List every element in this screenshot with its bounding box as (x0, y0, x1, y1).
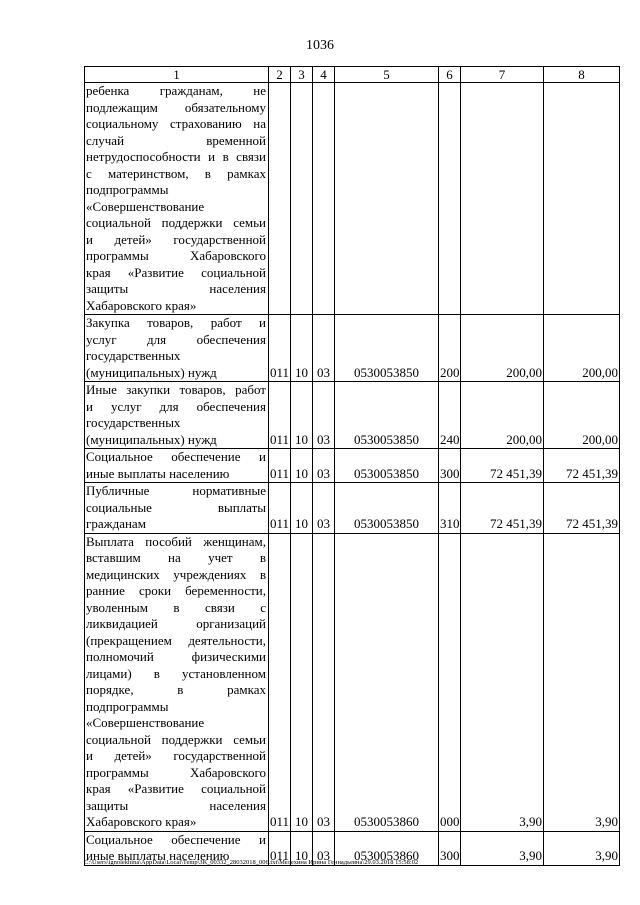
row-name-cell (85, 382, 269, 449)
target-article-cell: 0530053860 (335, 831, 439, 865)
subsection-code-cell: 03 (313, 449, 335, 483)
row-name-line: государственных (86, 348, 181, 363)
row-name-line: защиты населения (86, 797, 266, 813)
subsection-code-cell: 03 (313, 382, 335, 449)
row-name-line: Социальное обеспечение и (86, 449, 266, 464)
row-name-line: ребенка гражданам, не (86, 83, 266, 98)
row-name-line: иные выплаты населению (86, 848, 230, 863)
column-header: 1 (85, 67, 269, 83)
row-name-line: социальному страхованию на (86, 116, 266, 131)
expense-type-cell (439, 83, 461, 315)
expense-type-cell: 300 (439, 449, 461, 483)
amount-col8-cell: 72 451,39 (544, 483, 620, 534)
row-name-cell (85, 315, 269, 382)
row-name-line: вставшим на учет в (86, 550, 266, 565)
table-row (85, 483, 620, 534)
amount-col7-cell: 72 451,39 (461, 483, 544, 534)
column-header: 3 (291, 67, 313, 83)
ministry-code-cell (269, 83, 291, 315)
row-name-line: Хабаровского края» (86, 814, 197, 829)
row-name-cell (85, 483, 269, 534)
row-name-line: порядке, в рамках (86, 682, 266, 697)
section-code-cell: 10 (291, 483, 313, 534)
file-path-footer: C:\Users\ignolekhina\AppData\Local\Temp\ЗК_00332_28032018_006.txt\Мелехина Ирина Геннадьевна\29.03.2018 15:58:02 (84, 859, 419, 866)
table-row (85, 315, 620, 382)
expense-type-cell: 000 (439, 533, 461, 831)
row-name-line: Публичные нормативные (86, 483, 266, 498)
target-article-cell: 0530053850 (335, 483, 439, 534)
ministry-code-cell: 011 (269, 533, 291, 831)
ministry-code-cell: 011 (269, 831, 291, 865)
target-article-cell: 0530053860 (335, 533, 439, 831)
amount-col8-cell: 3,90 (544, 533, 620, 831)
amount-col7-cell: 72 451,39 (461, 449, 544, 483)
subsection-code-cell: 03 (313, 831, 335, 865)
table-row (85, 83, 620, 315)
expense-type-cell: 200 (439, 315, 461, 382)
row-name-line: медицинских учреждениях в (86, 566, 266, 582)
section-code-cell (291, 83, 313, 315)
target-article-cell: 0530053850 (335, 382, 439, 449)
section-code-cell: 10 (291, 315, 313, 382)
row-name-line: защиты населения (86, 281, 266, 296)
section-code-cell: 10 (291, 533, 313, 831)
row-name-line: социальной поддержки семьи (86, 215, 266, 230)
row-name-line: полномочий физическими (86, 649, 266, 664)
row-name-cell (85, 83, 269, 315)
row-name-line: (муниципальных) нужд (86, 431, 217, 447)
row-name-line: края «Развитие социальной (86, 781, 266, 796)
target-article-cell: 0530053850 (335, 449, 439, 483)
row-name-line: Социальное обеспечение и (86, 831, 266, 847)
row-name-line: социальной поддержки семьи (86, 731, 266, 747)
amount-col8-cell: 200,00 (544, 315, 620, 382)
ministry-code-cell: 011 (269, 382, 291, 449)
row-name-line: и услуг для обеспечения (86, 398, 266, 414)
row-name-line: программы Хабаровского (86, 764, 266, 780)
budget-table (84, 66, 620, 866)
row-name-line: подлежащим обязательному (86, 99, 266, 115)
section-code-cell: 10 (291, 449, 313, 483)
ministry-code-cell: 011 (269, 315, 291, 382)
ministry-code-cell: 011 (269, 483, 291, 534)
amount-col8-cell: 72 451,39 (544, 449, 620, 483)
row-name-line: Хабаровского края» (86, 297, 197, 313)
row-name-line: края «Развитие социальной (86, 264, 266, 280)
amount-col7-cell: 3,90 (461, 533, 544, 831)
row-name-line: Закупка товаров, работ и (86, 315, 266, 330)
section-code-cell: 10 (291, 382, 313, 449)
subsection-code-cell: 03 (313, 315, 335, 382)
row-name-line: с материнством, в рамках (86, 165, 266, 181)
row-name-line: подпрограммы (86, 698, 169, 714)
row-name-line: Иные закупки товаров, работ (86, 382, 266, 397)
row-name-line: социальные выплаты (86, 499, 266, 515)
row-name-line: лицами) в установленном (86, 665, 266, 681)
row-name-line: и детей» государственной (86, 748, 266, 763)
row-name-cell (85, 533, 269, 831)
column-header: 7 (461, 67, 544, 83)
row-name-line: «Совершенствование (86, 198, 205, 214)
subsection-code-cell: 03 (313, 533, 335, 831)
row-name-line: программы Хабаровского (86, 248, 266, 263)
amount-col7-cell: 200,00 (461, 315, 544, 382)
table-row (85, 449, 620, 483)
row-name-cell (85, 449, 269, 483)
table-row (85, 533, 620, 831)
row-name-line: ликвидацией организаций (86, 616, 266, 631)
target-article-cell (335, 83, 439, 315)
row-name-line: государственных (86, 415, 181, 430)
ministry-code-cell: 011 (269, 449, 291, 483)
column-header: 4 (313, 67, 335, 83)
row-name-line: гражданам (86, 516, 146, 531)
amount-col7-cell: 200,00 (461, 382, 544, 449)
column-header: 5 (335, 67, 439, 83)
row-name-line: нетрудоспособности и в связи (86, 149, 266, 164)
row-name-line: ранние сроки беременности, (86, 583, 266, 598)
amount-col8-cell: 200,00 (544, 382, 620, 449)
page-number: 1036 (306, 38, 334, 53)
column-header: 6 (439, 67, 461, 83)
row-name-line: Выплата пособий женщинам, (86, 533, 266, 549)
table-row (85, 382, 620, 449)
column-header-row (85, 67, 620, 83)
subsection-code-cell: 03 (313, 483, 335, 534)
column-header: 8 (544, 67, 620, 83)
expense-type-cell: 310 (439, 483, 461, 534)
amount-col8-cell (544, 83, 620, 315)
target-article-cell: 0530053850 (335, 315, 439, 382)
row-name-line: иные выплаты населению (86, 465, 230, 481)
row-name-line: (прекращением деятельности, (86, 632, 266, 648)
row-name-line: подпрограммы (86, 182, 169, 197)
amount-col7-cell: 3,90 (461, 831, 544, 865)
row-name-line: «Совершенствование (86, 715, 205, 730)
section-code-cell: 10 (291, 831, 313, 865)
row-name-line: уволенным в связи с (86, 599, 266, 615)
row-name-line: услуг для обеспечения (86, 331, 266, 347)
subsection-code-cell (313, 83, 335, 315)
row-name-line: и детей» государственной (86, 231, 266, 247)
amount-col7-cell (461, 83, 544, 315)
column-header: 2 (269, 67, 291, 83)
expense-type-cell: 240 (439, 382, 461, 449)
row-name-line: (муниципальных) нужд (86, 364, 217, 380)
expense-type-cell: 300 (439, 831, 461, 865)
amount-col8-cell: 3,90 (544, 831, 620, 865)
row-name-line: случай временной (86, 132, 266, 148)
